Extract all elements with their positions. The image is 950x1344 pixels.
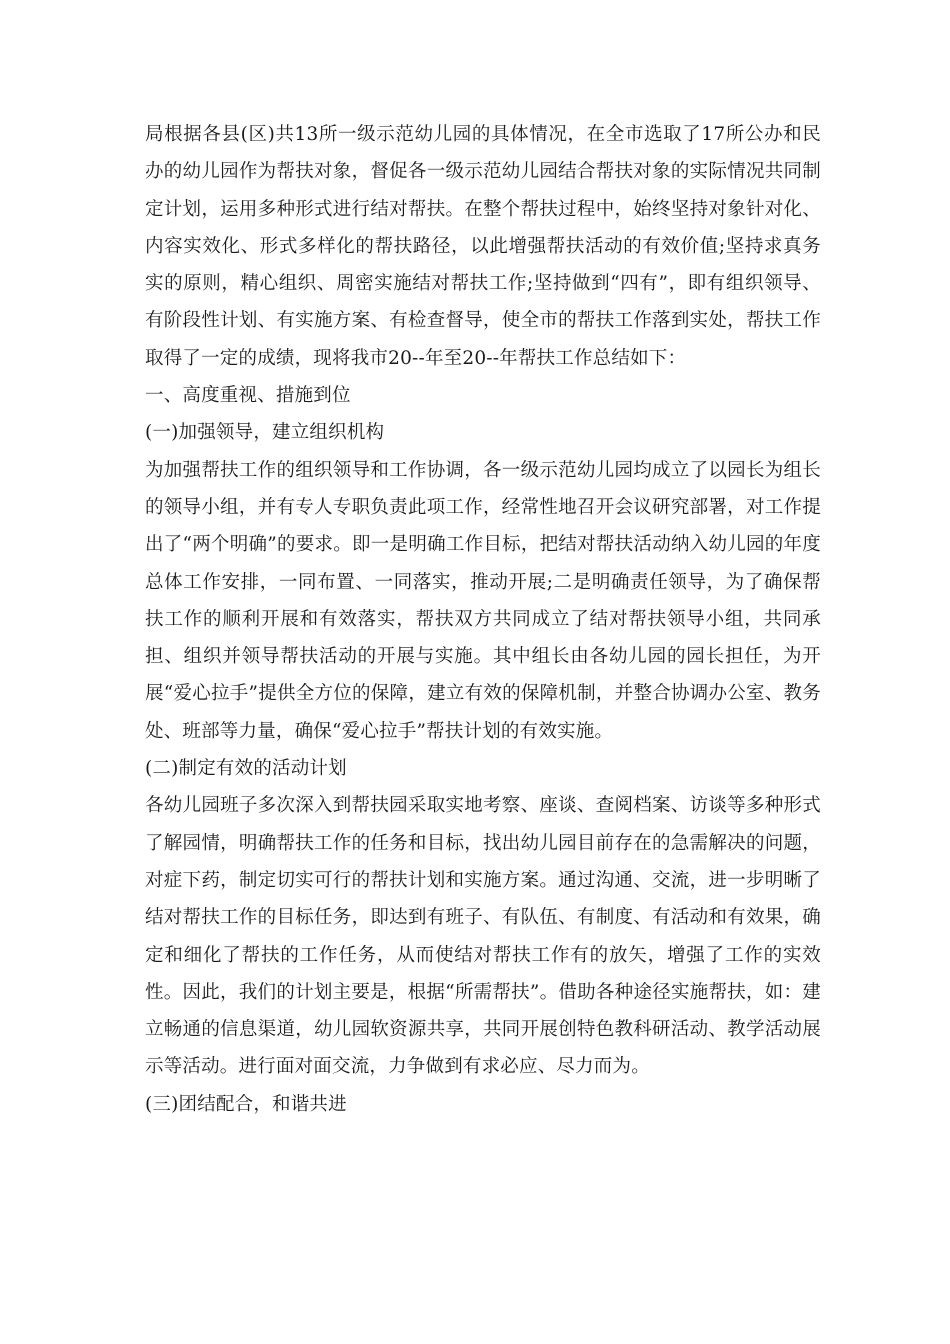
subsection-heading: (二)制定有效的活动计划 [145, 758, 347, 780]
document-body [145, 116, 821, 1123]
subsection-heading: (一)加强领导，建立组织机构 [145, 422, 385, 444]
section-heading: 一、高度重视、措施到位 [145, 385, 351, 407]
subsection-heading: (三)团结配合，和谐共进 [145, 1093, 347, 1115]
intro-paragraph: 局根据各县(区)共13所一级示范幼儿园的具体情况，在全市选取了17所公办和民办的幼儿园作为帮扶对象，督促各一级示范幼儿园结合帮扶对象的实际情况共同制定计划，运用多种形式进行结对帮扶。在整个帮扶过程中，始终坚持对象针对化、内容实效化、形式多样化的帮扶路径，以此增强帮扶活动的有效价值;坚持求真务实的原则，精心组织、周密实施结对帮扶工作;坚持做到“四有”，即有组织领导、有阶段性计划、有实施方案、有检查督导，使全市的帮扶工作落到实处，帮扶工作取得了一定的成绩，现将我市20--年至20--年帮扶工作总结如下： [145, 124, 821, 369]
body-paragraph: 各幼儿园班子多次深入到帮扶园采取实地考察、座谈、查阅档案、访谈等多种形式了解园情，明确帮扶工作的任务和目标，找出幼儿园目前存在的急需解决的问题，对症下药，制定切实可行的帮扶计划和实施方案。通过沟通、交流，进一步明晰了结对帮扶工作的目标任务，即达到有班子、有队伍、有制度、有活动和有效果，确定和细化了帮扶的工作任务，从而使结对帮扶工作有的放矢，增强了工作的实效性。因此，我们的计划主要是，根据“所需帮扶”。借助各种途径实施帮扶，如：建立畅通的信息渠道，幼儿园软资源共享，共同开展创特色教科研活动、教学活动展示等活动。进行面对面交流，力争做到有求必应、尽力而为。 [145, 795, 821, 1078]
body-paragraph: 为加强帮扶工作的组织领导和工作协调，各一级示范幼儿园均成立了以园长为组长的领导小组，并有专人专职负责此项工作，经常性地召开会议研究部署，对工作提出了“两个明确”的要求。即一是明确工作目标，把结对帮扶活动纳入幼儿园的年度总体工作安排，一同布置、一同落实，推动开展;二是明确责任领导，为了确保帮扶工作的顺利开展和有效落实，帮扶双方共同成立了结对帮扶领导小组，共同承担、组织并领导帮扶活动的开展与实施。其中组长由各幼儿园的园长担任，为开展“爱心拉手”提供全方位的保障，建立有效的保障机制，并整合协调办公室、教务处、班部等力量，确保“爱心拉手”帮扶计划的有效实施。 [145, 459, 821, 742]
